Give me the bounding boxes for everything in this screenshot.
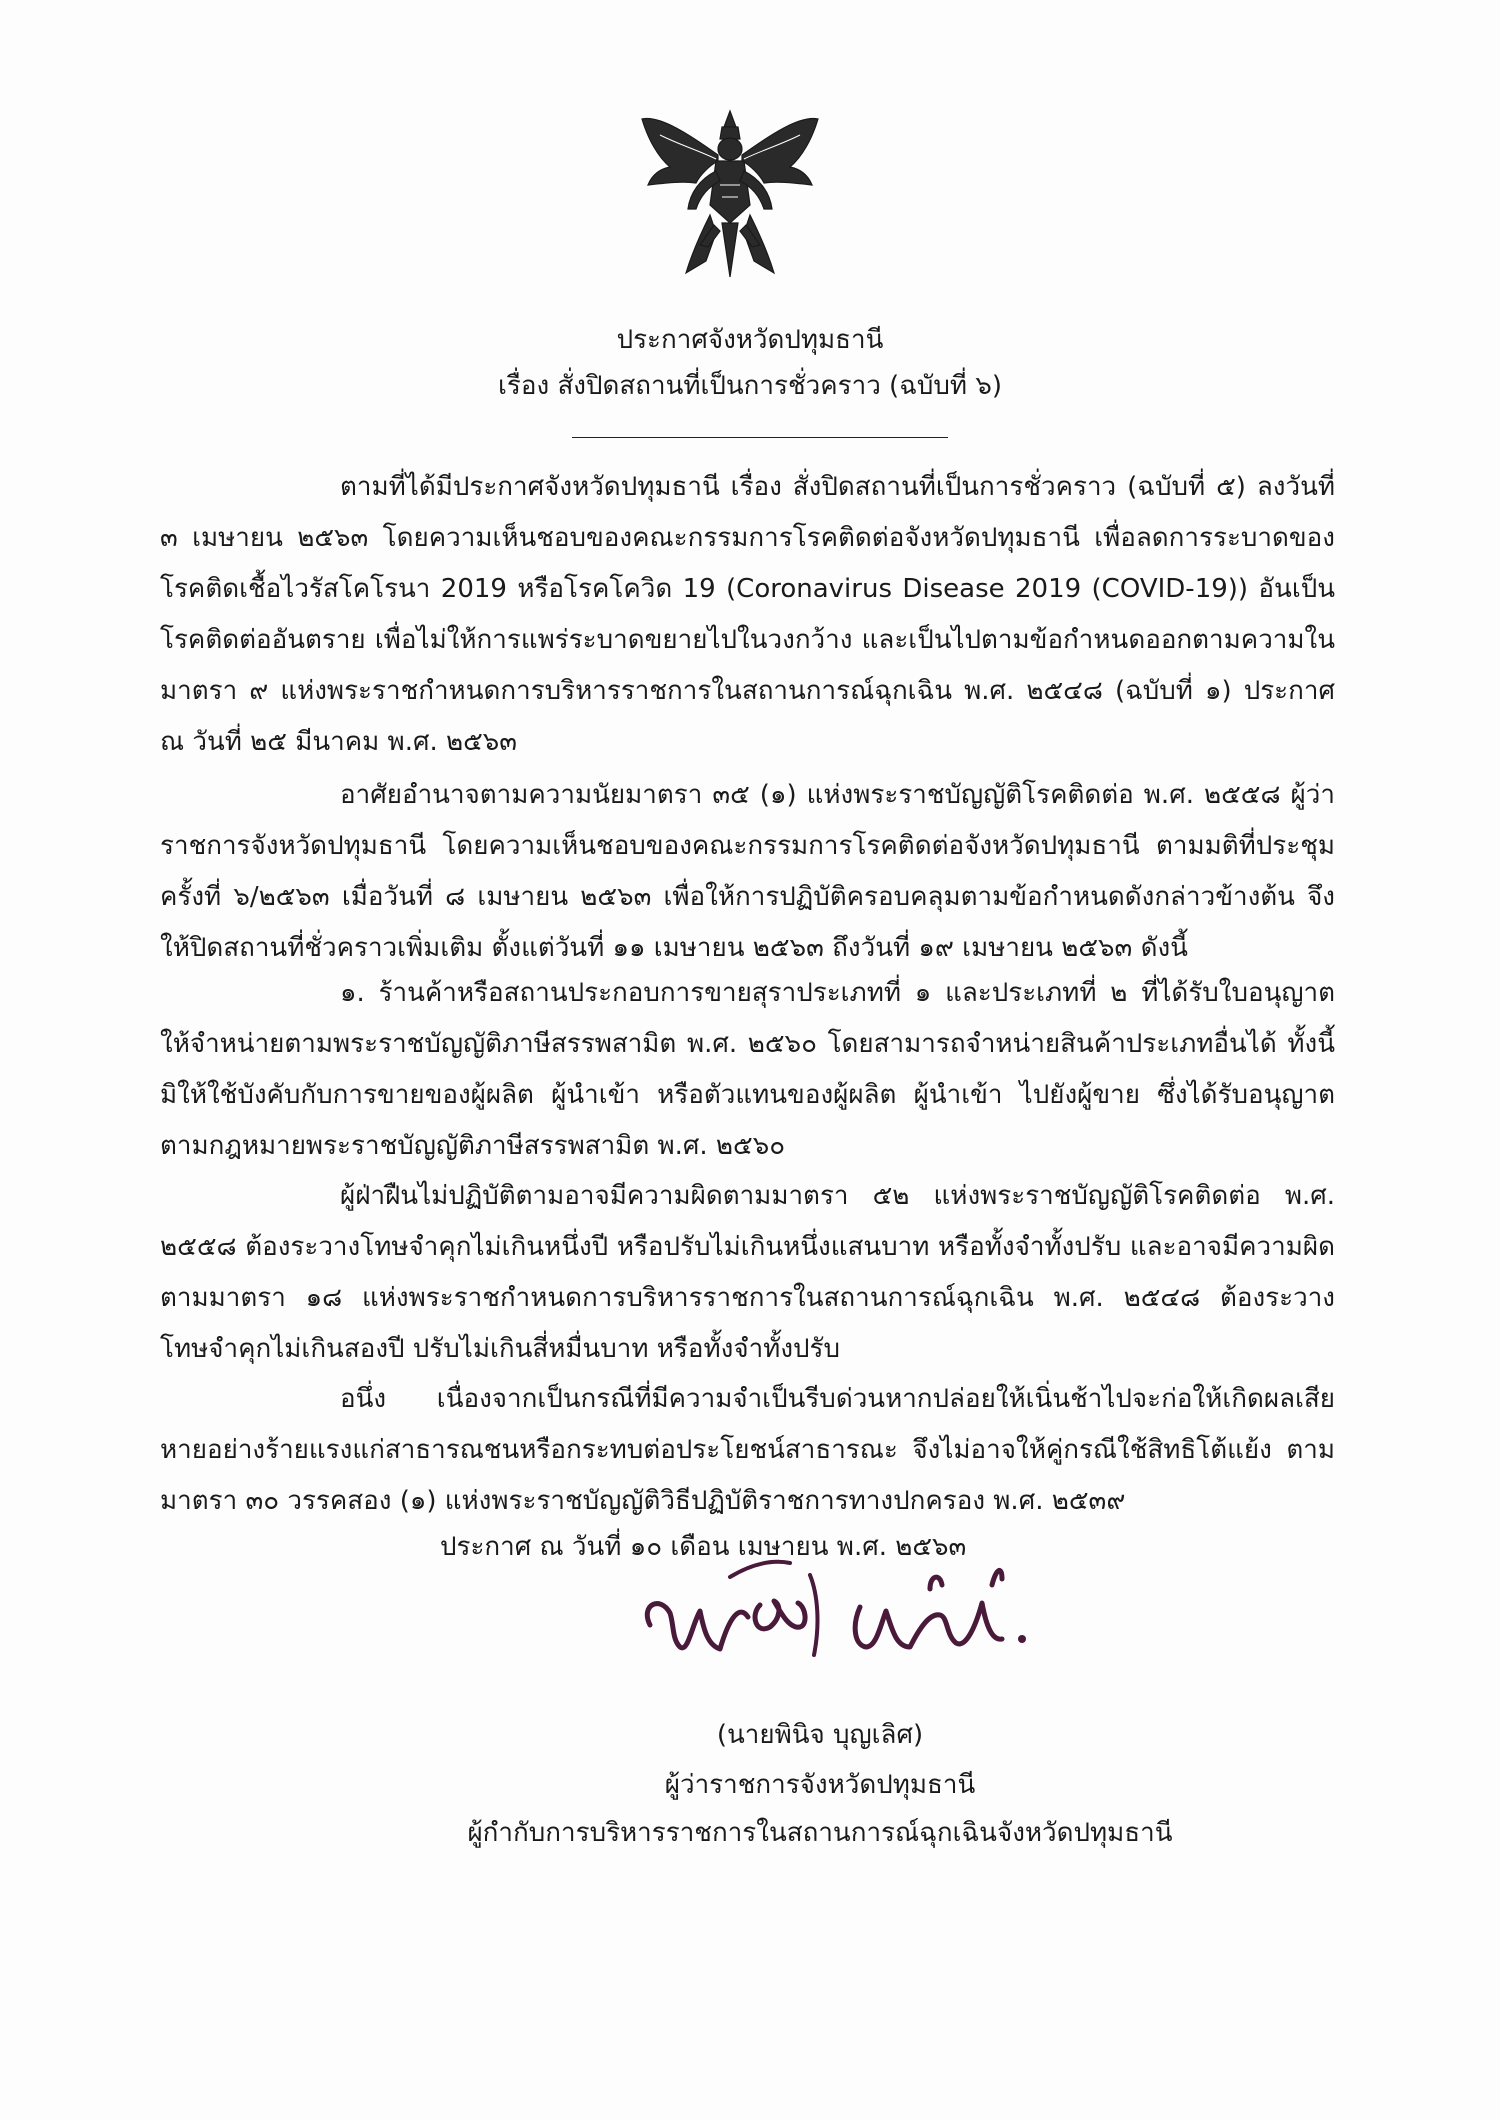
paragraph-5: อนึ่ง เนื่องจากเป็นกรณีที่มีความจำเป็นรีบด่วนหากปล่อยให้เนิ่นช้าไปจะก่อให้เกิดผลเสียหายอย่างร้ายแรงแก่สาธารณชนหรือกระทบต่อประโยชน์สาธารณะ จึงไม่อาจให้คู่กรณีใช้สิทธิโต้แย้ง ตามมาตรา ๓๐ วรรคสอง (๑) แห่งพระราชบัญญัติวิธีปฏิบัติราชการทางปกครอง พ.ศ. ๒๕๓๙ <box>160 1384 1335 1516</box>
paragraph-1: ตามที่ได้มีประกาศจังหวัดปทุมธานี เรื่อง สั่งปิดสถานที่เป็นการชั่วคราว (ฉบับที่ ๕) ลงวันที่ ๓ เมษายน ๒๕๖๓ โดยความเห็นชอบของคณะกรรมการโรคติดต่อจังหวัดปทุมธานี เพื่อลดการระบาดของโรคติดเชื้อไวรัสโคโรนา 2019 หรือโรคโควิด 19 (Coronavirus Disease 2019 (COVID-19)) อันเป็นโรคติดต่ออันตราย เพื่อไม่ให้การแพร่ระบาดขยายไปในวงกว้าง และเป็นไปตามข้อกำหนดออกตามความในมาตรา ๙ แห่งพระราชกำหนดการบริหารราชการในสถานการณ์ฉุกเฉิน พ.ศ. ๒๕๔๘ (ฉบับที่ ๑) ประกาศ ณ วันที่ ๒๕ มีนาคม พ.ศ. ๒๕๖๓ <box>160 472 1335 757</box>
paragraph-2: อาศัยอำนาจตามความนัยมาตรา ๓๕ (๑) แห่งพระราชบัญญัติโรคติดต่อ พ.ศ. ๒๕๕๘ ผู้ว่าราชการจังหวัดปทุมธานี โดยความเห็นชอบของคณะกรรมการโรคติดต่อจังหวัดปทุมธานี ตามมติที่ประชุมครั้งที่ ๖/๒๕๖๓ เมื่อวันที่ ๘ เมษายน ๒๕๖๓ เพื่อให้การปฏิบัติครอบคลุมตามข้อกำหนดดังกล่าวข้างต้น จึงให้ปิดสถานที่ชั่วคราวเพิ่มเติม ตั้งแต่วันที่ ๑๑ เมษายน ๒๕๖๓ ถึงวันที่ ๑๙ เมษายน ๒๕๖๓ ดังนี้ <box>160 780 1335 963</box>
handwritten-signature <box>630 1555 1070 1675</box>
document-title: ประกาศจังหวัดปทุมธานี <box>616 325 884 355</box>
announcement-date: ประกาศ ณ วันที่ ๑๐ เดือน เมษายน พ.ศ. ๒๕๖๓ <box>440 1532 967 1562</box>
paragraph-3: ๑. ร้านค้าหรือสถานประกอบการขายสุราประเภทที่ ๑ และประเภทที่ ๒ ที่ได้รับใบอนุญาตให้จำหน่ายตามพระราชบัญญัติภาษีสรรพสามิต พ.ศ. ๒๕๖๐ โดยสามารถจำหน่ายสินค้าประเภทอื่นได้ ทั้งนี้ มิให้ใช้บังคับกับการขายของผู้ผลิต ผู้นำเข้า หรือตัวแทนของผู้ผลิต ผู้นำเข้า ไปยังผู้ขาย ซึ่งได้รับอนุญาตตามกฎหมายพระราชบัญญัติภาษีสรรพสามิต พ.ศ. ๒๕๖๐ <box>160 978 1335 1161</box>
paragraph-4: ผู้ฝ่าฝืนไม่ปฏิบัติตามอาจมีความผิดตามมาตรา ๕๒ แห่งพระราชบัญญัติโรคติดต่อ พ.ศ. ๒๕๕๘ ต้องระวางโทษจำคุกไม่เกินหนึ่งปี หรือปรับไม่เกินหนึ่งแสนบาท หรือทั้งจำทั้งปรับ และอาจมีความผิดตามมาตรา ๑๘ แห่งพระราชกำหนดการบริหารราชการในสถานการณ์ฉุกเฉิน พ.ศ. ๒๕๔๘ ต้องระวางโทษจำคุกไม่เกินสองปี ปรับไม่เกินสี่หมื่นบาท หรือทั้งจำทั้งปรับ <box>160 1181 1335 1364</box>
document-subject: เรื่อง สั่งปิดสถานที่เป็นการชั่วคราว (ฉบับที่ ๖) <box>498 371 1002 401</box>
signatory-position: ผู้ว่าราชการจังหวัดปทุมธานี <box>664 1770 976 1800</box>
heading-divider <box>572 437 948 438</box>
signatory-role: ผู้กำกับการบริหารราชการในสถานการณ์ฉุกเฉินจังหวัดปทุมธานี <box>467 1818 1173 1848</box>
garuda-emblem-icon <box>630 105 830 285</box>
signatory-name: (นายพินิจ บุญเลิศ) <box>716 1720 924 1750</box>
